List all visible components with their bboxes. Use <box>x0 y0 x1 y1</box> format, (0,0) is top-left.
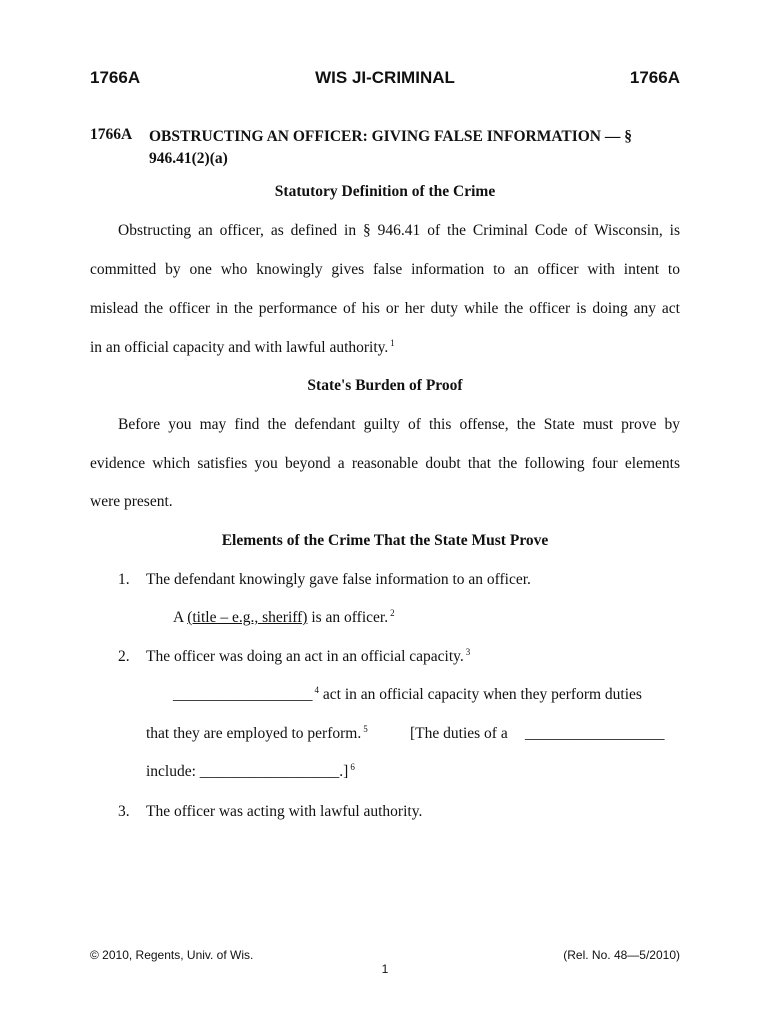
element-1-number: 1. <box>118 571 130 588</box>
element-3-text: The officer was acting with lawful authority. <box>146 803 423 820</box>
header-right: 1766A <box>629 68 680 87</box>
page-number: 1 <box>381 962 389 976</box>
element-2-text <box>146 648 470 666</box>
element-2-number: 2. <box>118 648 130 665</box>
element-2-text-body: The officer was doing an act in an official capacity. <box>146 648 464 665</box>
element-2-sub-1 <box>173 686 642 704</box>
footer-copyright: © 2010, Regents, Univ. of Wis. <box>90 948 254 962</box>
element-2-sub-2-text: that they are employed to perform. <box>146 725 362 742</box>
element-2-sub-3 <box>146 763 355 781</box>
heading-statutory-definition: Statutory Definition of the Crime <box>274 183 496 200</box>
element-2-sub-3-text: include: __________________.] <box>146 763 349 780</box>
footer-release: (Rel. No. 48—5/2010) <box>563 948 680 962</box>
element-3-number: 3. <box>118 803 130 820</box>
definition-line-4 <box>90 339 395 357</box>
title-placeholder: (title – e.g., sheriff) <box>187 609 308 626</box>
definition-line-1: Obstructing an officer, as defined in § 946.41 of the Criminal Code of Wisconsin, is <box>118 222 680 239</box>
burden-line-1: Before you may find the defendant guilty of this offense, the State must prove by <box>118 416 680 433</box>
burden-line-3: were present. <box>90 493 173 510</box>
footnote-ref-6: 6 <box>350 761 355 772</box>
heading-burden-of-proof: State's Burden of Proof <box>307 377 463 394</box>
definition-line-4-text: in an official capacity and with lawful authority. <box>90 339 389 356</box>
instruction-number: 1766A <box>90 126 133 143</box>
element-1-subtext <box>173 609 395 627</box>
title-line-1: OBSTRUCTING AN OFFICER: GIVING FALSE INFORMATION — § <box>149 128 632 145</box>
blank-officer-title: __________________ <box>173 686 313 703</box>
element-2-sub-2 <box>146 725 368 743</box>
element-1-sub-suffix: is an officer. <box>307 609 389 626</box>
element-2-sub-1-text: act in an official capacity when they perform duties <box>319 686 642 703</box>
footnote-ref-1: 1 <box>390 337 395 348</box>
definition-line-2: committed by one who knowingly gives false information to an officer with intent to <box>90 261 680 278</box>
footnote-ref-3: 3 <box>465 646 471 657</box>
definition-line-3: mislead the officer in the performance of his or her duty while the officer is doing any act <box>90 300 680 317</box>
footnote-ref-4: 4 <box>314 684 319 695</box>
element-1-sub-prefix: A <box>173 609 188 626</box>
instruction-title <box>149 126 689 170</box>
footnote-ref-5: 5 <box>363 723 368 734</box>
heading-elements: Elements of the Crime That the State Must Prove <box>221 532 549 549</box>
element-1-text: The defendant knowingly gave false information to an officer. <box>146 571 531 588</box>
header-left: 1766A <box>90 68 141 87</box>
burden-line-2: evidence which satisfies you beyond a reasonable doubt that the following four elements <box>90 455 680 472</box>
header-center: WIS JI-CRIMINAL <box>315 68 455 87</box>
element-2-sub-2-bracket: [The duties of a <box>410 725 508 742</box>
blank-duties-of: __________________ <box>525 725 665 742</box>
footnote-ref-2: 2 <box>390 607 395 618</box>
title-line-2: 946.41(2)(a) <box>149 150 228 167</box>
